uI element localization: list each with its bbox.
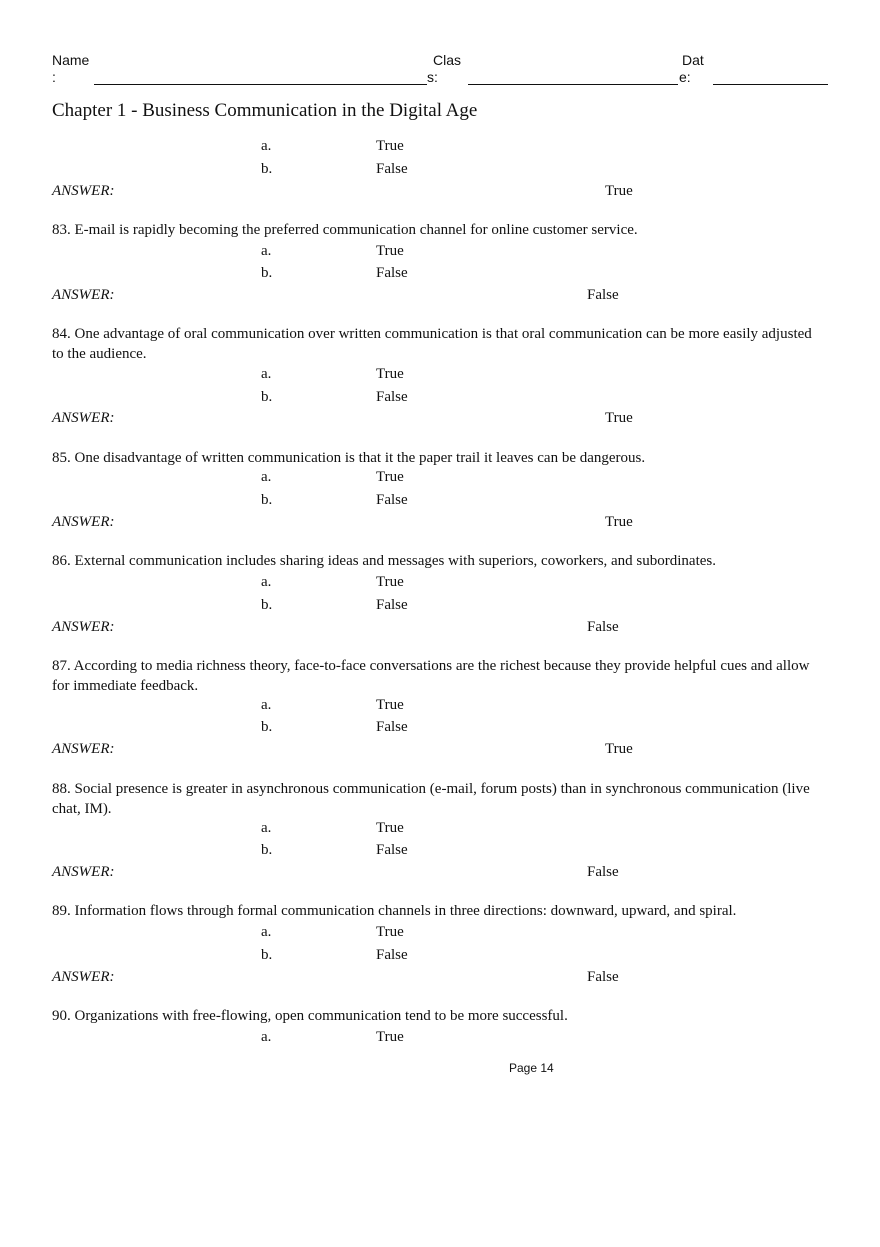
answer-value: True bbox=[605, 183, 633, 199]
question-text: 90. Organizations with free-flowing, open communication tend to be more successful. bbox=[52, 1008, 568, 1024]
answer-label: ANSWER: bbox=[52, 183, 115, 199]
answer-value: False bbox=[587, 287, 619, 303]
answer-value: True bbox=[605, 410, 633, 426]
question-text: 85. One disadvantage of written communication is that it the paper trail it leaves can be dangerous. bbox=[52, 450, 646, 466]
option-b-letter: b. bbox=[261, 265, 273, 281]
option-a-letter: a. bbox=[261, 469, 272, 485]
answer-label: ANSWER: bbox=[52, 864, 115, 880]
class-label-suffix: s: bbox=[427, 69, 438, 85]
option-a-value: True bbox=[376, 924, 404, 940]
question-text: 88. Social presence is greater in asynchronous communication (e-mail, forum posts) than in synchronous communication (live chat, IM). bbox=[52, 781, 810, 817]
question-text: 84. One advantage of oral communication over written communication is that oral communication can be more easily adjusted to the audience. bbox=[52, 326, 812, 362]
class-field[interactable] bbox=[468, 84, 678, 85]
option-b-letter: b. bbox=[261, 947, 273, 963]
name-label: Name bbox=[52, 52, 90, 68]
question-text: 89. Information flows through formal communication channels in three directions: downward, upward, and spiral. bbox=[52, 903, 737, 919]
option-a-value: True bbox=[376, 469, 404, 485]
option-b-letter: b. bbox=[261, 719, 273, 735]
answer-label: ANSWER: bbox=[52, 619, 115, 635]
answer-label: ANSWER: bbox=[52, 741, 115, 757]
chapter-title: Chapter 1 - Business Communication in the Digital Age bbox=[52, 100, 478, 121]
option-a-letter: a. bbox=[261, 574, 272, 590]
date-label-suffix: e: bbox=[679, 69, 691, 85]
option-b-value: False bbox=[376, 719, 408, 735]
option-a-value: True bbox=[376, 243, 404, 259]
option-b-value: False bbox=[376, 597, 408, 613]
option-b-value: False bbox=[376, 492, 408, 508]
option-b-letter: b. bbox=[261, 492, 273, 508]
date-label: Dat bbox=[682, 52, 704, 68]
answer-value: True bbox=[605, 514, 633, 530]
option-a-value: True bbox=[376, 138, 404, 154]
option-a-letter: a. bbox=[261, 138, 272, 154]
answer-value: False bbox=[587, 864, 619, 880]
option-a-letter: a. bbox=[261, 924, 272, 940]
answer-value: False bbox=[587, 969, 619, 985]
answer-label: ANSWER: bbox=[52, 969, 115, 985]
name-label-colon: : bbox=[52, 69, 56, 85]
answer-label: ANSWER: bbox=[52, 514, 115, 530]
option-a-letter: a. bbox=[261, 697, 272, 713]
name-field[interactable] bbox=[94, 84, 427, 85]
option-a-value: True bbox=[376, 697, 404, 713]
option-b-value: False bbox=[376, 389, 408, 405]
answer-value: False bbox=[587, 619, 619, 635]
option-a-letter: a. bbox=[261, 820, 272, 836]
class-label: Clas bbox=[433, 52, 462, 68]
option-a-value: True bbox=[376, 574, 404, 590]
option-a-value: True bbox=[376, 1029, 404, 1045]
option-b-letter: b. bbox=[261, 597, 273, 613]
answer-label: ANSWER: bbox=[52, 410, 115, 426]
date-field[interactable] bbox=[713, 84, 828, 85]
option-a-letter: a. bbox=[261, 243, 272, 259]
option-a-letter: a. bbox=[261, 1029, 272, 1045]
option-a-value: True bbox=[376, 820, 404, 836]
answer-value: True bbox=[605, 741, 633, 757]
option-b-value: False bbox=[376, 947, 408, 963]
option-a-letter: a. bbox=[261, 366, 272, 382]
question-text: 86. External communication includes sharing ideas and messages with superiors, coworkers, and subordinates. bbox=[52, 553, 717, 569]
option-b-letter: b. bbox=[261, 842, 273, 858]
option-b-value: False bbox=[376, 265, 408, 281]
option-b-value: False bbox=[376, 842, 408, 858]
answer-label: ANSWER: bbox=[52, 287, 115, 303]
question-text: 87. According to media richness theory, face-to-face conversations are the richest because they provide helpful cues and allow for immediate feedback. bbox=[52, 658, 810, 694]
option-b-letter: b. bbox=[261, 161, 273, 177]
page-number: Page 14 bbox=[509, 1061, 554, 1075]
question-text: 83. E-mail is rapidly becoming the preferred communication channel for online customer service. bbox=[52, 222, 638, 238]
option-a-value: True bbox=[376, 366, 404, 382]
option-b-value: False bbox=[376, 161, 408, 177]
option-b-letter: b. bbox=[261, 389, 273, 405]
